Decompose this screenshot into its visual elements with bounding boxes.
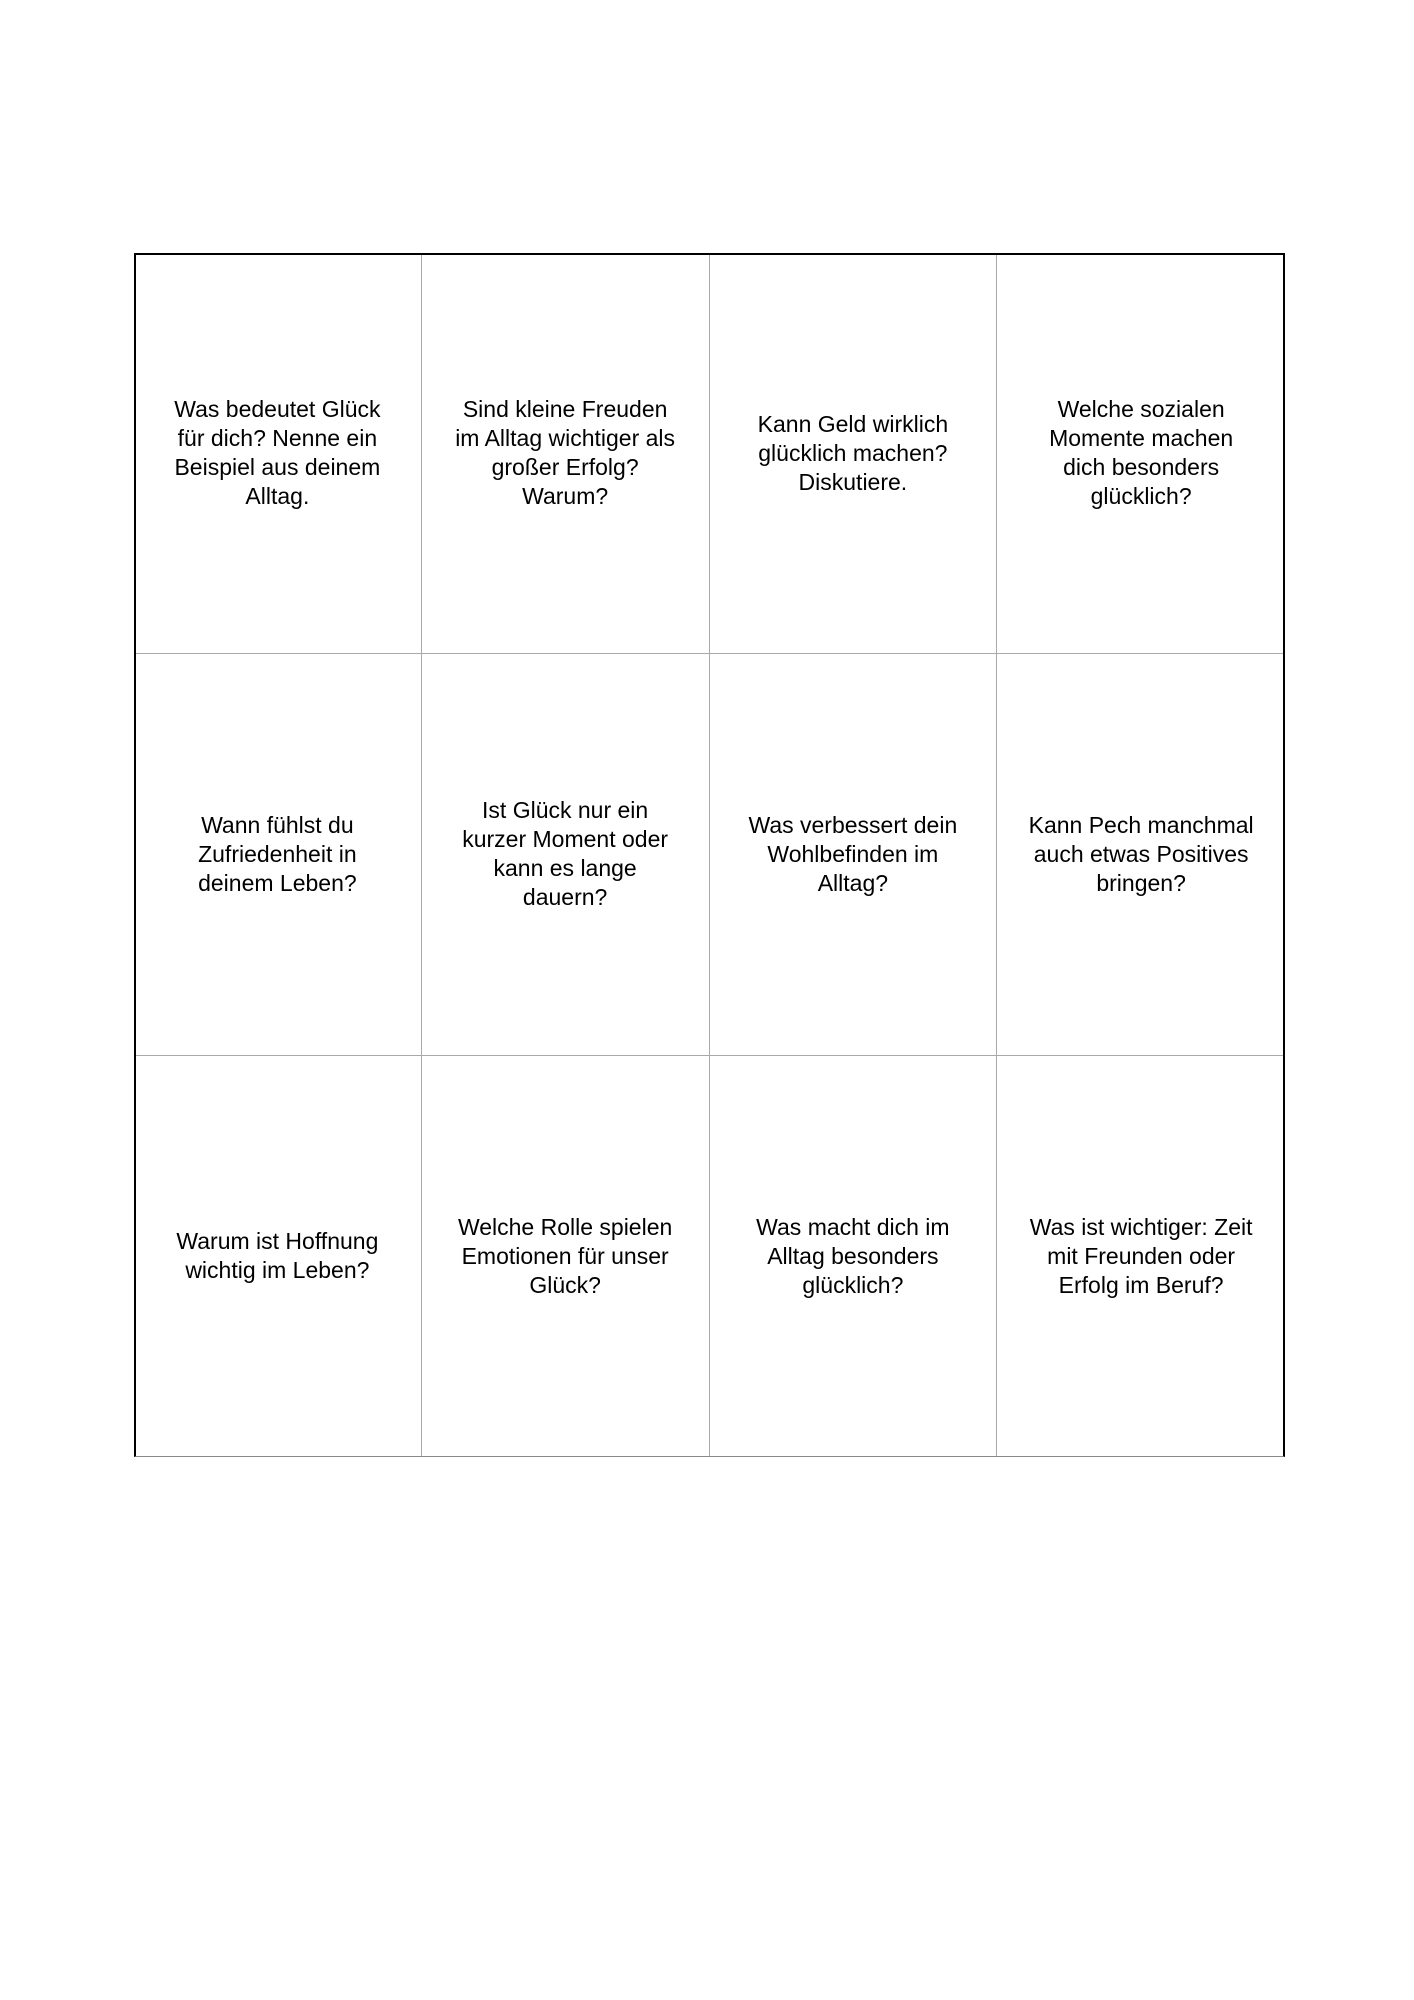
- question-text: Warum ist Hoffnung wichtig im Leben?: [176, 1228, 379, 1284]
- question-card: [422, 253, 710, 654]
- question-text: Wann fühlst du Zufriedenheit in deinem Leben?: [198, 811, 357, 896]
- question-text: Was macht dich im Alltag besonders glücklich?: [756, 1213, 950, 1298]
- question-card: [710, 253, 998, 654]
- question-text: Welche sozialen Momente machen dich besonders glücklich?: [1049, 396, 1234, 510]
- question-card: [710, 654, 998, 1055]
- question-card: [997, 1056, 1285, 1457]
- question-card: [997, 654, 1285, 1055]
- question-text: Kann Pech manchmal auch etwas Positives bringen?: [1028, 811, 1254, 896]
- question-card: [134, 1056, 422, 1457]
- question-text: Welche Rolle spielen Emotionen für unser Glück?: [457, 1213, 673, 1298]
- question-card: [134, 654, 422, 1055]
- question-card-grid: [134, 253, 1285, 1457]
- question-card: [422, 654, 710, 1055]
- question-card: [422, 1056, 710, 1457]
- question-text: Kann Geld wirklich glücklich machen? Diskutiere.: [757, 410, 949, 495]
- question-card: [997, 253, 1285, 654]
- question-text: Sind kleine Freuden im Alltag wichtiger als großer Erfolg? Warum?: [455, 396, 676, 510]
- question-text: Was verbessert dein Wohlbefinden im Alltag?: [748, 811, 958, 896]
- question-card: [710, 1056, 998, 1457]
- question-text: Was bedeutet Glück für dich? Nenne ein Beispiel aus deinem Alltag.: [174, 396, 381, 510]
- question-text: Was ist wichtiger: Zeit mit Freunden oder Erfolg im Beruf?: [1029, 1213, 1253, 1298]
- question-text: Ist Glück nur ein kurzer Moment oder kann es lange dauern?: [462, 797, 669, 911]
- question-card: [134, 253, 422, 654]
